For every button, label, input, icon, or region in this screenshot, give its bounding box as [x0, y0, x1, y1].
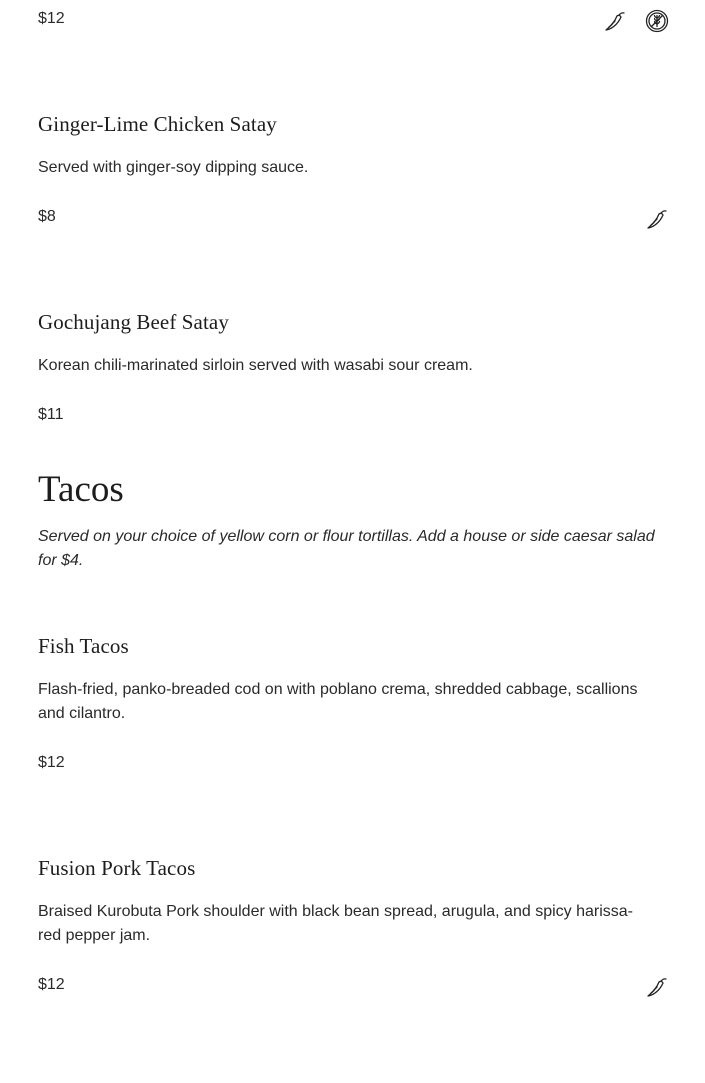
- section-title: Tacos: [38, 469, 124, 510]
- chili-pepper-icon: [603, 9, 627, 33]
- item-price: $12: [38, 754, 65, 771]
- chili-pepper-icon: [645, 207, 669, 231]
- item-price: $12: [38, 10, 65, 27]
- item-title: Gochujang Beef Satay: [38, 310, 229, 334]
- item-title: Fusion Pork Tacos: [38, 856, 196, 880]
- gluten-free-icon: [645, 9, 669, 33]
- chili-pepper-icon: [645, 975, 669, 999]
- item-description: Braised Kurobuta Pork shoulder with black bean spread, arugula, and spicy harissa-red pepper jam.: [38, 903, 633, 944]
- item-description: Flash-fried, panko-breaded cod on with poblano crema, shredded cabbage, scallions and cilantro.: [38, 681, 638, 722]
- item-price: $11: [38, 406, 64, 423]
- item-description: Served with ginger-soy dipping sauce.: [38, 159, 309, 176]
- item-price: $8: [38, 208, 56, 225]
- item-title: Fish Tacos: [38, 634, 129, 658]
- item-title: Ginger-Lime Chicken Satay: [38, 112, 277, 136]
- item-description: Korean chili-marinated sirloin served with wasabi sour cream.: [38, 357, 473, 374]
- item-price: $12: [38, 976, 65, 993]
- section-note: Served on your choice of yellow corn or flour tortillas. Add a house or side caesar salad for $4.: [38, 528, 655, 569]
